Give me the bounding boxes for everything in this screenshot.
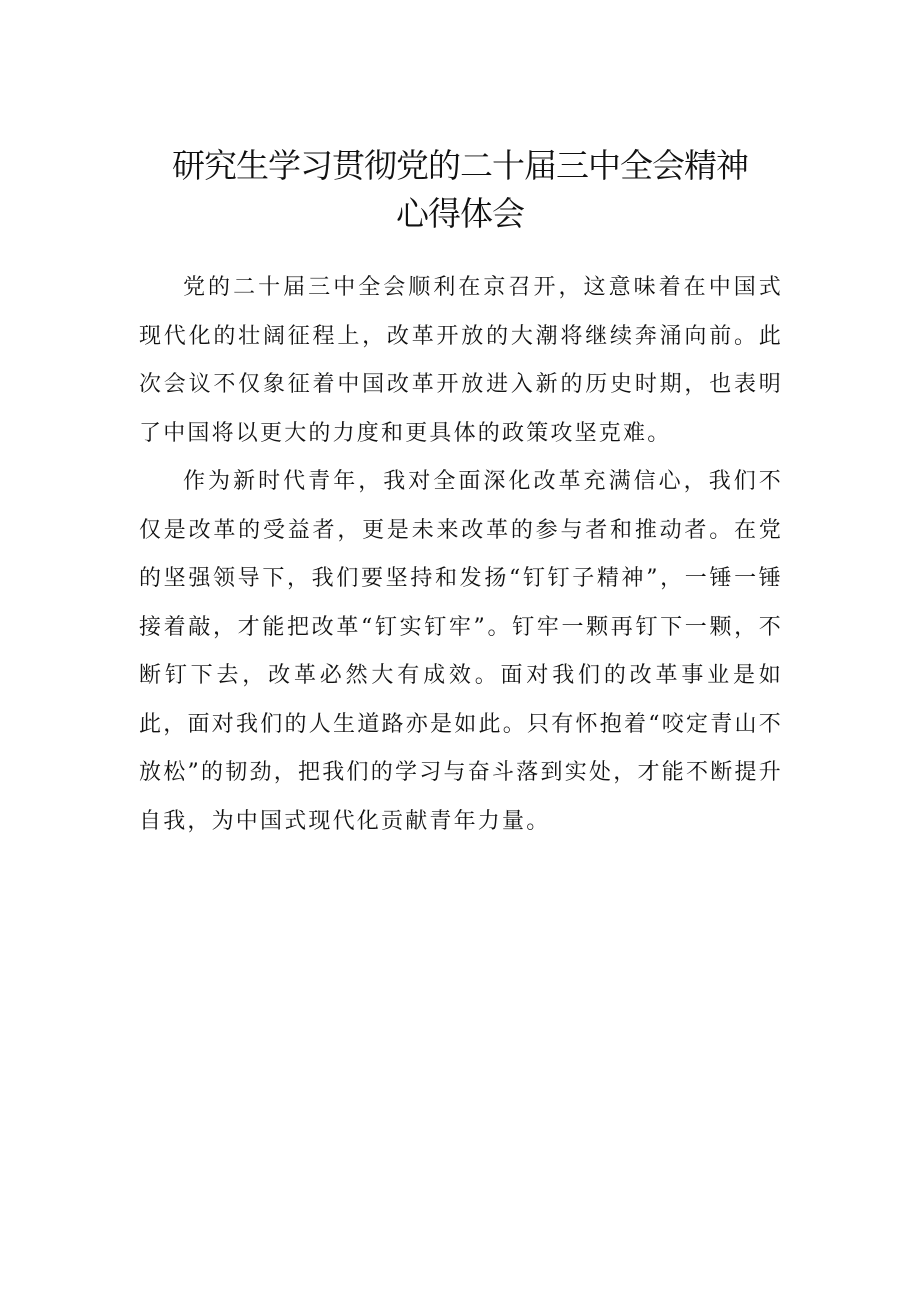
title-line-1: 研究生学习贯彻党的二十届三中全会精神	[172, 146, 748, 185]
document-title	[0, 142, 920, 238]
paragraph-1: 党的二十届三中全会顺利在京召开，这意味着在中国式现代化的壮阔征程上，改革开放的大潮将继续奔涌向前。此次会议不仅象征着中国改革开放进入新的历史时期，也表明了中国将以更大的力度和更具体的政策攻坚克难。	[139, 275, 783, 446]
paragraph-2: 作为新时代青年，我对全面深化改革充满信心，我们不仅是改革的受益者，更是未来改革的参与者和推动者。在党的坚强领导下，我们要坚持和发扬“钉钉子精神”，一锤一锤接着敲，才能把改革“钉实钉牢”。钉牢一颗再钉下一颗，不断钉下去，改革必然大有成效。面对我们的改革事业是如此，面对我们的人生道路亦是如此。只有怀抱着“咬定青山不放松”的韧劲，把我们的学习与奋斗落到实处，才能不断提升自我，为中国式现代化贡献青年力量。	[139, 469, 783, 834]
title-line-2: 心得体会	[396, 194, 524, 233]
document-body	[139, 264, 783, 846]
